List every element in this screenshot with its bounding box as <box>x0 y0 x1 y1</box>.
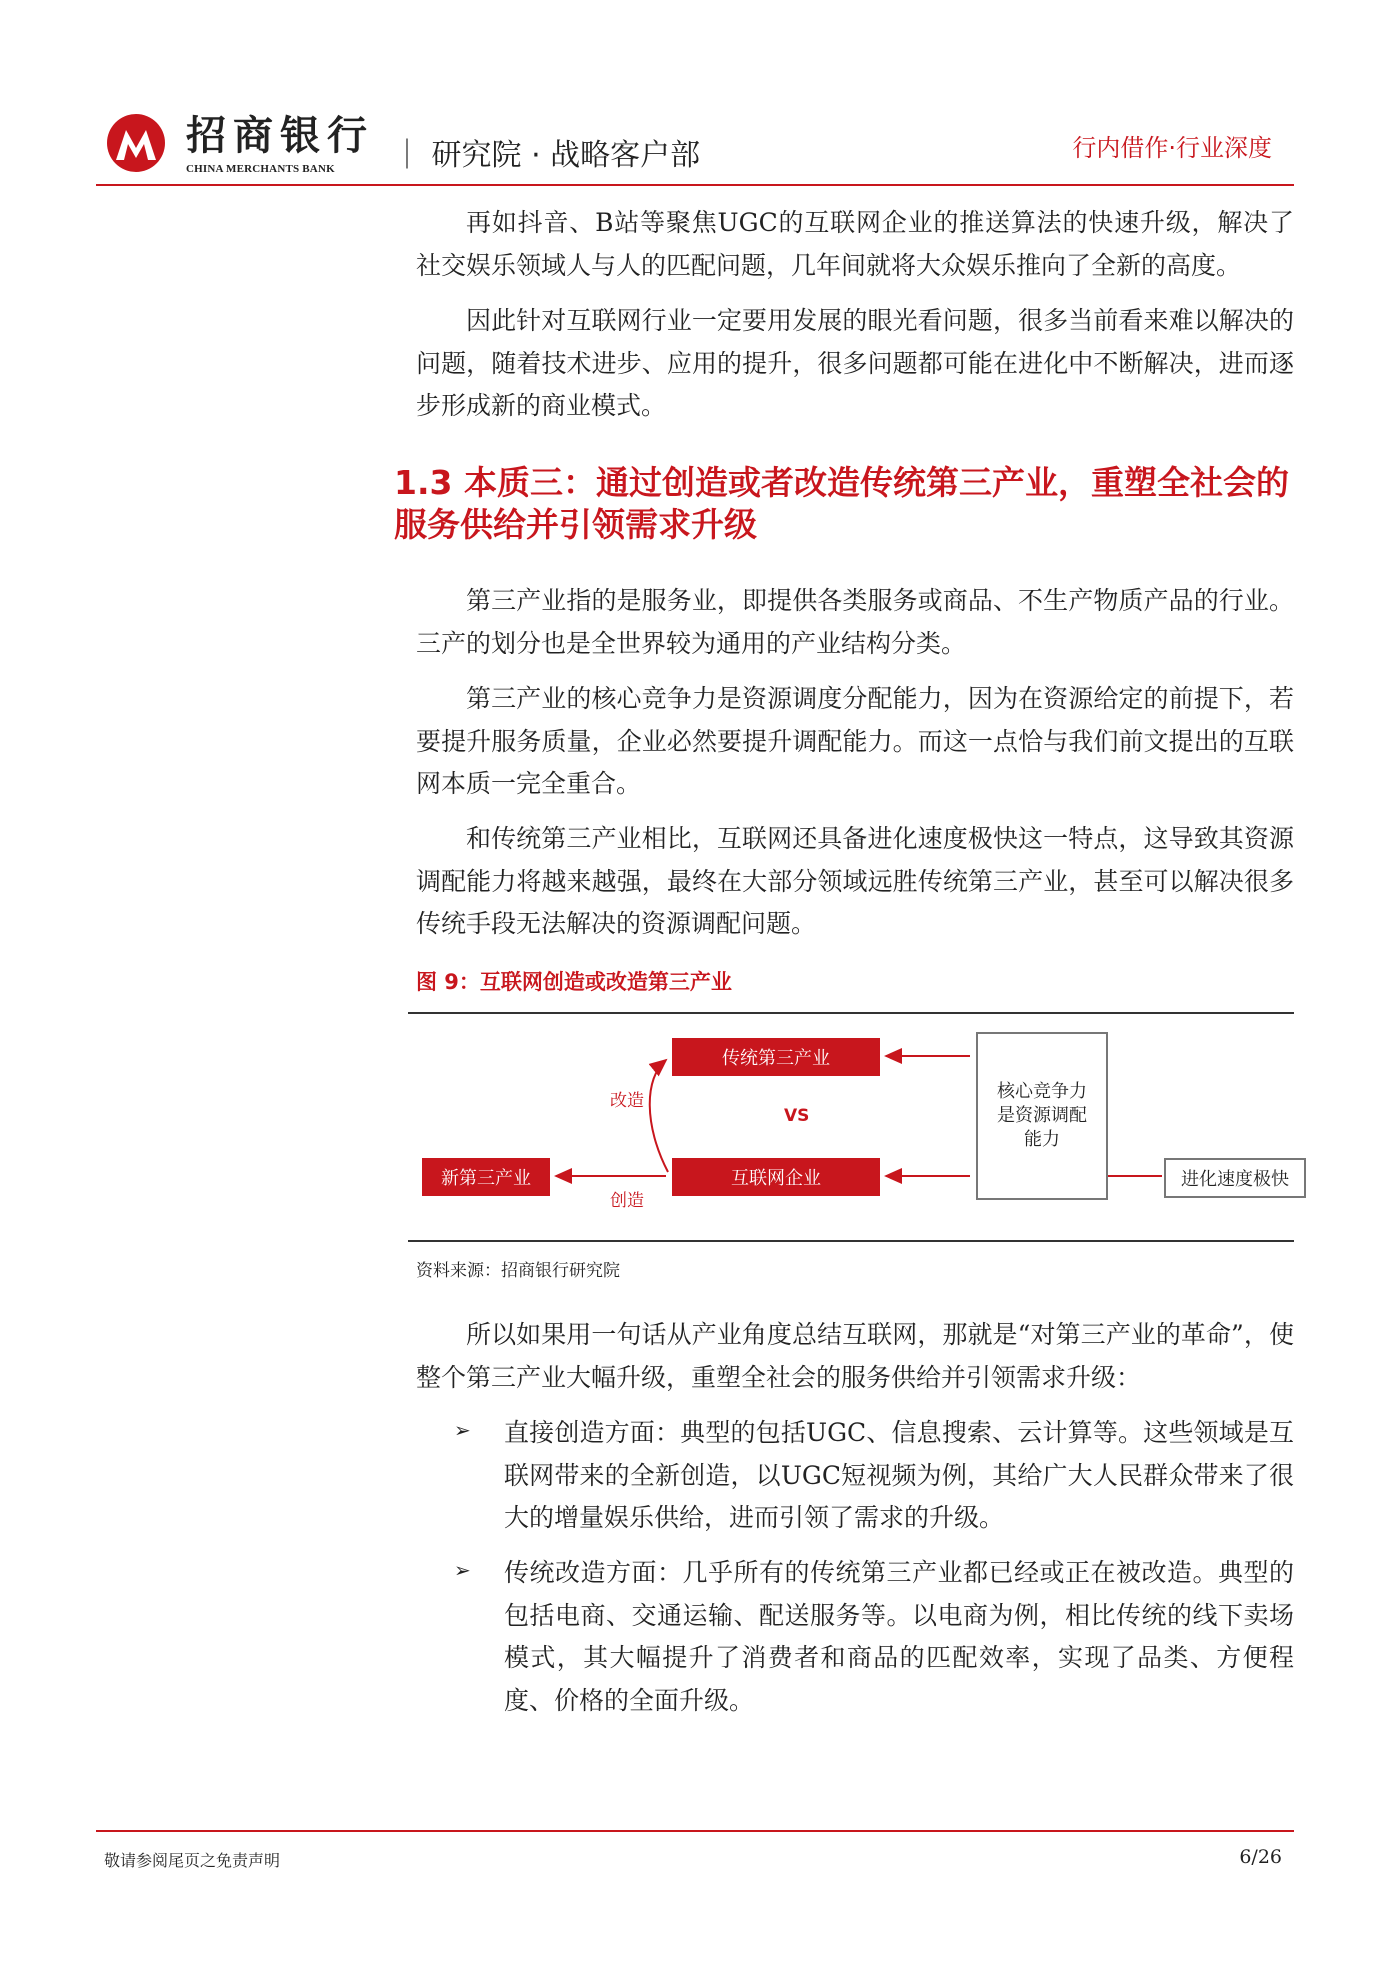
section-title: 1.3 本质三：通过创造或者改造传统第三产业，重塑全社会的服务供给并引领需求升级 <box>394 463 1289 544</box>
footer-divider <box>96 1830 1294 1832</box>
bullet-arrow-icon: ➢ <box>454 1558 471 1582</box>
figure-diagram <box>408 1016 1294 1234</box>
figure-top-rule <box>408 1012 1294 1014</box>
bullet-arrow-icon: ➢ <box>454 1418 471 1442</box>
figure-bottom-rule <box>408 1240 1294 1242</box>
paragraph: 所以如果用一句话从产业角度总结互联网，那就是“对第三产业的革命”，使整个第三产业大幅升级，重塑全社会的服务供给并引领需求升级： <box>416 1320 1294 1392</box>
bullet-item: 直接创造方面：典型的包括UGC、信息搜索、云计算等。这些领域是互联网带来的全新创造，以UGC短视频为例，其给广大人民群众带来了很大的增量娱乐供给，进而引领了需求的升级。 <box>504 1418 1294 1532</box>
node-new-industry: 新第三产业 <box>422 1158 550 1196</box>
bank-name-en: CHINA MERCHANTS BANK <box>186 163 335 175</box>
bank-name-cn: 招商银行 <box>186 113 374 159</box>
label-transform: 改造 <box>610 1091 644 1111</box>
header-divider <box>96 184 1294 186</box>
footer-disclaimer: 敬请参阅尾页之免责声明 <box>104 1851 281 1870</box>
node-traditional-industry: 传统第三产业 <box>672 1038 880 1076</box>
paragraph: 第三产业的核心竞争力是资源调度分配能力，因为在资源给定的前提下，若要提升服务质量，企业必然要提升调配能力。而这一点恰与我们前文提出的互联网本质一完全重合。 <box>416 684 1294 798</box>
paragraph: 再如抖音、B站等聚焦UGC的互联网企业的推送算法的快速升级，解决了社交娱乐领域人与人的匹配问题，几年间就将大众娱乐推向了全新的高度。 <box>416 208 1294 280</box>
node-evolution-speed: 进化速度极快 <box>1164 1158 1306 1198</box>
paragraph: 因此针对互联网行业一定要用发展的眼光看问题，很多当前看来难以解决的问题，随着技术进步、应用的提升，很多问题都可能在进化中不断解决，进而逐步形成新的商业模式。 <box>416 306 1294 420</box>
node-internet-company: 互联网企业 <box>672 1158 880 1196</box>
bank-logo-icon <box>100 112 172 174</box>
node-core-competence: 核心竞争力是资源调配能力 <box>976 1032 1108 1200</box>
arrow-transform <box>650 1060 668 1172</box>
figure-title: 图 9：互联网创造或改造第三产业 <box>416 970 732 994</box>
figure-source: 资料来源：招商银行研究院 <box>416 1261 620 1281</box>
paragraph: 第三产业指的是服务业，即提供各类服务或商品、不生产物质产品的行业。三产的划分也是全世界较为通用的产业结构分类。 <box>416 586 1294 658</box>
bullet-item: 传统改造方面：几乎所有的传统第三产业都已经或正在被改造。典型的包括电商、交通运输、配送服务等。以电商为例，相比传统的线下卖场模式，其大幅提升了消费者和商品的匹配效率，实现了品类、方便程度、价格的全面升级。 <box>504 1558 1294 1715</box>
paragraph: 和传统第三产业相比，互联网还具备进化速度极快这一特点，这导致其资源调配能力将越来越强，最终在大部分领域远胜传统第三产业，甚至可以解决很多传统手段无法解决的资源调配问题。 <box>416 824 1294 938</box>
page-number: 6/26 <box>1239 1846 1282 1868</box>
label-vs: VS <box>784 1106 810 1126</box>
label-create: 创造 <box>610 1191 644 1211</box>
report-tag: 行内借作·行业深度 <box>1072 134 1272 162</box>
department-title: ｜ 研究院 · 战略客户部 <box>392 138 701 173</box>
